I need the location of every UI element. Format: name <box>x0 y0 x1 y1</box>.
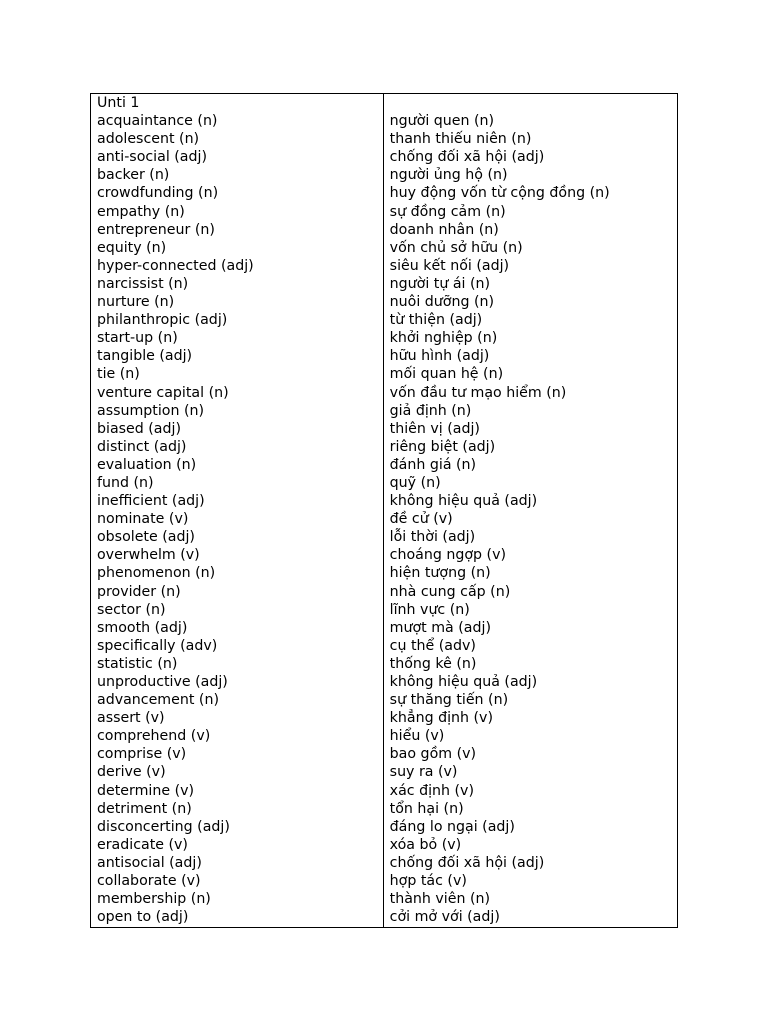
vietnamese-translation: hữu hình (adj) <box>389 348 490 365</box>
vietnamese-translation: thống kê (n) <box>389 655 477 672</box>
vietnamese-translation: riêng biệt (adj) <box>389 438 496 455</box>
english-term: anti-social (adj) <box>97 149 207 166</box>
english-term: hyper-connected (adj) <box>97 257 254 274</box>
vietnamese-translation: đánh giá (n) <box>389 456 477 473</box>
english-term: open to (adj) <box>97 909 189 926</box>
english-term: biased (adj) <box>97 420 181 437</box>
vietnamese-translation: hiện tượng (n) <box>389 565 491 582</box>
english-term: venture capital (n) <box>97 384 229 401</box>
vietnamese-column <box>383 94 677 928</box>
english-term: obsolete (adj) <box>97 529 195 546</box>
vietnamese-translation: lĩnh vực (n) <box>389 601 470 618</box>
vietnamese-translation: vốn chủ sở hữu (n) <box>389 239 523 256</box>
english-term: tie (n) <box>97 366 140 383</box>
vietnamese-translation: chống đối xã hội (adj) <box>389 149 545 166</box>
vietnamese-translation: suy ra (v) <box>389 764 458 781</box>
vietnamese-translation: chống đối xã hội (adj) <box>389 854 545 871</box>
english-term: assumption (n) <box>97 402 205 419</box>
english-term: acquaintance (n) <box>97 113 218 130</box>
vietnamese-translation: mượt mà (adj) <box>389 619 491 636</box>
vietnamese-translation: đề cử (v) <box>389 511 453 528</box>
english-column <box>91 94 384 928</box>
english-term: equity (n) <box>97 239 167 256</box>
vietnamese-translation: lỗi thời (adj) <box>389 529 476 546</box>
english-term: advancement (n) <box>97 692 219 709</box>
vietnamese-translation: mối quan hệ (n) <box>389 366 504 383</box>
vietnamese-translation: vốn đầu tư mạo hiểm (n) <box>389 384 567 401</box>
english-term: comprehend (v) <box>97 728 211 745</box>
vietnamese-translation: thanh thiếu niên (n) <box>389 131 532 148</box>
vietnamese-translation: xác định (v) <box>389 782 474 799</box>
english-term: tangible (adj) <box>97 348 193 365</box>
vietnamese-translation: tổn hại (n) <box>389 800 464 817</box>
english-term: smooth (adj) <box>97 619 188 636</box>
vietnamese-translation: đáng lo ngại (adj) <box>389 818 515 835</box>
vietnamese-translation: xóa bỏ (v) <box>389 836 462 853</box>
english-term: collaborate (v) <box>97 873 201 890</box>
table-row <box>91 94 678 928</box>
vietnamese-translation: cởi mở với (adj) <box>389 909 500 926</box>
english-term: inefficient (adj) <box>97 493 205 510</box>
english-term: philanthropic (adj) <box>97 312 228 329</box>
vietnamese-translation: hiểu (v) <box>389 728 445 745</box>
english-term: determine (v) <box>97 782 195 799</box>
vietnamese-translation: người quen (n) <box>389 113 495 130</box>
english-term: statistic (n) <box>97 655 178 672</box>
vietnamese-translation: choáng ngợp (v) <box>389 547 507 564</box>
english-term: sector (n) <box>97 601 166 618</box>
vietnamese-translation: nhà cung cấp (n) <box>389 583 511 600</box>
vietnamese-translation: khởi nghiệp (n) <box>389 330 498 347</box>
english-term: narcissist (n) <box>97 275 189 292</box>
english-term: assert (v) <box>97 710 165 727</box>
english-word-list <box>97 112 383 926</box>
english-term: fund (n) <box>97 474 154 491</box>
english-term: detriment (n) <box>97 800 192 817</box>
vietnamese-translation: bao gồm (v) <box>389 746 477 763</box>
vietnamese-translation: không hiệu quả (adj) <box>389 674 538 690</box>
english-term: crowdfunding (n) <box>97 185 219 202</box>
english-term: evaluation (n) <box>97 456 197 473</box>
vietnamese-word-list <box>390 112 677 926</box>
vietnamese-translation: cụ thể (adv) <box>389 637 476 654</box>
title-spacer <box>390 94 677 112</box>
vietnamese-translation: siêu kết nối (adj) <box>389 257 510 274</box>
vietnamese-translation: quỹ (n) <box>389 474 441 491</box>
english-term: specifically (adv) <box>97 637 218 654</box>
english-term: antisocial (adj) <box>97 854 202 871</box>
vietnamese-translation: khẳng định (v) <box>389 710 493 727</box>
vietnamese-translation: không hiệu quả (adj) <box>389 493 538 510</box>
english-term: nominate (v) <box>97 511 189 528</box>
vietnamese-translation: huy động vốn từ cộng đồng (n) <box>389 185 610 202</box>
english-term: unproductive (adj) <box>97 674 228 690</box>
english-term: disconcerting (adj) <box>97 818 230 835</box>
vietnamese-translation: thiên vị (adj) <box>389 420 480 437</box>
vietnamese-translation: từ thiện (adj) <box>389 312 483 329</box>
unit-title: Unti 1 <box>97 95 140 111</box>
english-term: distinct (adj) <box>97 438 187 455</box>
english-term: adolescent (n) <box>97 131 200 148</box>
vietnamese-translation: nuôi dưỡng (n) <box>389 294 495 311</box>
vietnamese-translation: người tự ái (n) <box>389 275 491 292</box>
english-term: provider (n) <box>97 583 181 600</box>
english-term: entrepreneur (n) <box>97 221 215 238</box>
english-term: nurture (n) <box>97 294 175 311</box>
english-term: eradicate (v) <box>97 836 188 853</box>
english-term: overwhelm (v) <box>97 547 200 564</box>
vocabulary-table <box>90 93 678 928</box>
vietnamese-translation: thành viên (n) <box>389 891 491 908</box>
english-term: backer (n) <box>97 167 170 184</box>
vietnamese-translation: sự đồng cảm (n) <box>389 203 506 220</box>
english-term: phenomenon (n) <box>97 565 216 582</box>
vietnamese-translation: giả định (n) <box>389 402 472 419</box>
vietnamese-translation: doanh nhân (n) <box>389 221 499 238</box>
vietnamese-translation: người ủng hộ (n) <box>389 167 508 184</box>
vietnamese-translation: sự thăng tiến (n) <box>389 692 509 709</box>
english-term: start-up (n) <box>97 330 178 347</box>
vietnamese-translation: hợp tác (v) <box>389 873 467 890</box>
english-term: derive (v) <box>97 764 166 781</box>
english-term: membership (n) <box>97 891 211 908</box>
english-term: empathy (n) <box>97 203 185 220</box>
english-term: comprise (v) <box>97 746 187 763</box>
